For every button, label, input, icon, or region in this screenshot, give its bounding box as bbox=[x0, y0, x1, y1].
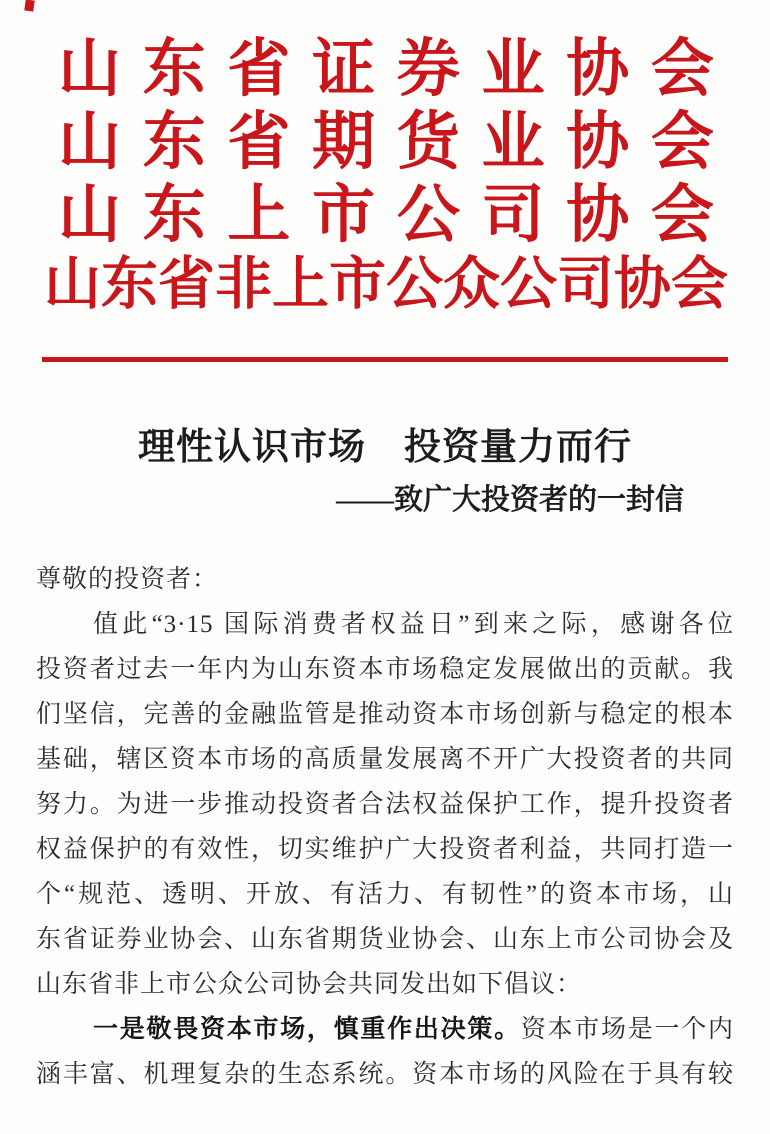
body-text-segment: 权益保护的有效性，切实维护广大投资者利益，共同打造一 bbox=[36, 836, 734, 863]
letterhead-char: 东 bbox=[101, 253, 158, 316]
body-text-segment: 努力。为进一步推动投资者合法权益保护工作，提升投资者 bbox=[36, 791, 734, 818]
body-text-segment: 投资者过去一年内为山东资本市场稳定发展做出的贡献。我 bbox=[36, 656, 734, 683]
body-line bbox=[36, 872, 734, 917]
letterhead-char: 山 bbox=[58, 180, 121, 250]
red-divider-rule bbox=[42, 357, 728, 362]
letterhead-char: 市 bbox=[312, 180, 376, 250]
letter-body bbox=[36, 557, 734, 1097]
letterhead-char: 货 bbox=[396, 107, 460, 177]
body-line bbox=[36, 557, 734, 602]
body-line bbox=[36, 782, 734, 827]
letterhead-line bbox=[58, 107, 714, 178]
letterhead-char: 协 bbox=[566, 107, 630, 177]
document-subtitle: ——致广大投资者的一封信 bbox=[335, 484, 684, 516]
letterhead-char: 期 bbox=[312, 107, 376, 177]
body-line bbox=[36, 962, 734, 1007]
letterhead-char: 协 bbox=[566, 34, 630, 104]
letterhead-char: 券 bbox=[396, 34, 460, 104]
body-text-segment: 资本市场是一个内 bbox=[520, 1016, 734, 1043]
letterhead-char: 会 bbox=[650, 180, 714, 250]
letterhead-char: 上 bbox=[272, 253, 329, 316]
letterhead-char: 司 bbox=[557, 253, 614, 316]
body-text-segment: 值此“3·15 国际消费者权益日”到来之际，感谢各位 bbox=[93, 611, 734, 638]
body-text-segment: 山东省非上市公众公司协会共同发出如下倡议： bbox=[36, 971, 583, 998]
body-line bbox=[36, 647, 734, 692]
letterhead-char: 协 bbox=[614, 253, 671, 316]
letterhead-char: 协 bbox=[566, 180, 630, 250]
body-text-segment: 基础，辖区资本市场的高质量发展离不开广大投资者的共同 bbox=[36, 746, 734, 773]
letterhead-char: 会 bbox=[671, 253, 728, 316]
document-title: 理性认识市场 投资量力而行 bbox=[138, 427, 632, 468]
letterhead-char: 业 bbox=[481, 34, 545, 104]
body-line bbox=[36, 737, 734, 782]
letterhead-char: 会 bbox=[650, 34, 714, 104]
letterhead-char: 东 bbox=[142, 180, 206, 250]
letterhead-char: 众 bbox=[443, 253, 500, 316]
letterhead-char: 市 bbox=[329, 253, 386, 316]
letterhead-line bbox=[44, 253, 728, 317]
body-text-segment: 东省证券业协会、山东省期货业协会、山东上市公司协会及 bbox=[36, 926, 734, 953]
letterhead-char: 非 bbox=[215, 253, 272, 316]
letterhead-char: 公 bbox=[500, 253, 557, 316]
body-text-segment: 尊敬的投资者： bbox=[36, 566, 219, 593]
letterhead-char: 证 bbox=[312, 34, 376, 104]
body-line bbox=[36, 827, 734, 872]
letterhead-char: 会 bbox=[650, 107, 714, 177]
letterhead-char: 公 bbox=[396, 180, 460, 250]
letterhead-char: 省 bbox=[158, 253, 215, 316]
letterhead-char: 省 bbox=[227, 34, 291, 104]
body-line bbox=[36, 602, 734, 647]
letterhead-char: 司 bbox=[481, 180, 545, 250]
letterhead-char: 山 bbox=[58, 34, 121, 104]
body-line bbox=[36, 917, 734, 962]
letterhead-char: 公 bbox=[386, 253, 443, 316]
body-line bbox=[36, 692, 734, 737]
letterhead-char: 省 bbox=[227, 107, 291, 177]
letterhead-line bbox=[58, 34, 714, 105]
letterhead-char: 东 bbox=[142, 34, 206, 104]
letterhead-char: 山 bbox=[58, 107, 121, 177]
letterhead-line bbox=[58, 180, 714, 251]
body-line bbox=[36, 1052, 734, 1097]
body-text-segment: 涵丰富、机理复杂的生态系统。资本市场的风险在于具有较 bbox=[36, 1061, 734, 1088]
letterhead-char: 上 bbox=[227, 180, 291, 250]
body-line bbox=[36, 1007, 734, 1052]
letterhead-char: 山 bbox=[44, 253, 101, 316]
letterhead bbox=[0, 0, 770, 340]
body-bold-leadin: 一是敬畏资本市场，慎重作出决策。 bbox=[93, 1016, 521, 1043]
letterhead-char: 业 bbox=[481, 107, 545, 177]
body-text-segment: 们坚信，完善的金融监管是推动资本市场创新与稳定的根本 bbox=[36, 701, 734, 728]
letterhead-char: 东 bbox=[142, 107, 206, 177]
body-text-segment: 个“规范、透明、开放、有活力、有韧性”的资本市场，山 bbox=[36, 881, 734, 908]
